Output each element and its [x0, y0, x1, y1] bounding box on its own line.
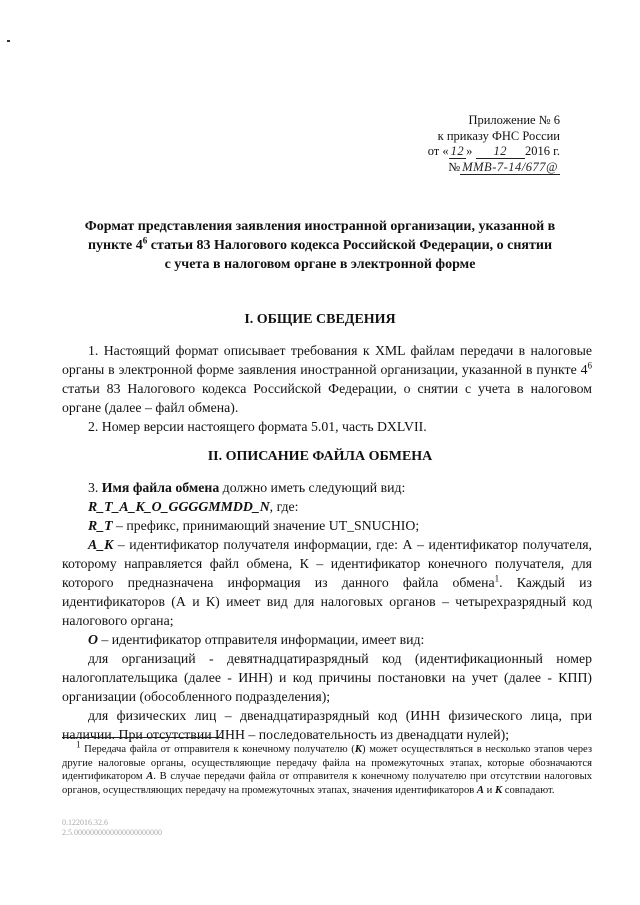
section-1-body: [62, 341, 592, 436]
paragraph-2: 2. Номер версии настоящего формата 5.01, часть DXLVII.: [88, 419, 427, 434]
paragraph-3: 3. Имя файла обмена должно иметь следующий вид:: [88, 480, 406, 495]
order-number: № ММВ-7-14/677@: [448, 159, 558, 174]
footnote-divider: [62, 737, 222, 738]
section-1-heading: I. ОБЩИЕ СВЕДЕНИЯ: [244, 312, 396, 327]
footnote: $^1$ Передача файла от отправителя к конечному получателю (К) может осуществляться в несколько этапов через другие налоговые органы, осуществляющие передачу файла на промежуточных этапах, которые обозначаются идентификатором А. В случае передачи файла от отправителя к конечному получателю при отсутствии налоговых органов, осуществляющих передачу на промежуточных этапах, значения идентификаторов А и К совпадают.: [62, 739, 593, 796]
date-day-handwritten: 12: [450, 144, 465, 158]
organization-code: для организаций - девятнадцатиразрядный код (идентификационный номер налогоплательщика (далее - ИНН) и код причины постановки на учет (далее - КПП) организации (обособленного подразделения);: [62, 651, 592, 704]
sender-definition: O – идентификатор отправителя информации, имеет вид:: [88, 632, 425, 647]
document-title: Формат представления заявления иностранной организации, указанной в пункте $4^6$ статьи 83 Налогового кодекса Российской Федерации, о снятии с учета в налоговом органе в электронной форме: [84, 219, 556, 272]
appendix-label: Приложение № 6: [468, 113, 560, 127]
individual-code: для физических лиц – двенадцатиразрядный код (ИНН физического лица, при наличии. При отсутствии ИНН – последовательность из двенадцати нулей);: [62, 708, 592, 742]
section-2-body: [62, 478, 592, 744]
document-stamp: 0.122016.32.6 2.5.0000000000000000000000: [62, 818, 162, 837]
order-header: [390, 113, 560, 175]
order-date: от « 12 » 12 2016 г.: [427, 144, 560, 158]
scan-speck: [7, 40, 10, 42]
order-label: к приказу ФНС России: [437, 128, 560, 143]
paragraph-1: 1. Настоящий формат описывает требования к XML файлам передачи в налоговые органы в электронной форме заявления иностранной организации, указанной в пункте $4^6$ статьи 83 Налогового кодекса Российской Федерации, о снятии с учета в налоговом органе (далее – файл обмена).: [62, 343, 592, 415]
section-2-heading: II. ОПИСАНИЕ ФАЙЛА ОБМЕНА: [207, 449, 433, 464]
prefix-definition: R_T – префикс, принимающий значение UT_SNUCHIO;: [88, 518, 420, 533]
file-name-pattern: R_T_A_K_O_GGGGMMDD_N, где:: [88, 499, 299, 514]
recipient-definition: A_K – идентификатор получателя информации, где: А – идентификатор получателя, которому направляется файл обмена, К – идентификатор конечного получателя, для которого предназначена информация из данного файла обмена$^1$. Каждый из идентификаторов (А и К) имеет вид для налоговых органов – четырехразрядный код налогового органа;: [62, 537, 592, 628]
date-month-handwritten: 12: [476, 144, 526, 159]
order-number-handwritten: ММВ-7-14/677@: [462, 159, 558, 174]
